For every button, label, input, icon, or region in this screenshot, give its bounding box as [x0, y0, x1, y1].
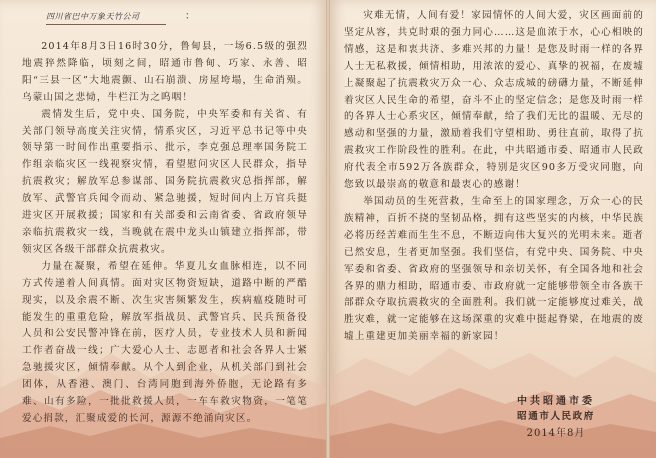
salutation-colon: ： [185, 11, 195, 22]
right-page [330, 0, 656, 458]
signature-org-government: 昭通市人民政府 [517, 411, 595, 422]
signature-org-party-committee: 中共昭通市委 [517, 396, 595, 407]
handwritten-recipient: 四川省巴中万象天竹公司 [46, 10, 166, 25]
paragraph: 力量在凝聚，希望在延伸。华夏儿女血脉相连，以不同方式传递着人间真情。面对灾区物资短缺，道路中断的严酷现实，以及余震不断、次生灾害频繁发生，疾病瘟疫随时可能发生的重重危险，解放军指战员、武警官兵、民兵预备役人员和公安民警冲锋在前，医疗人员，专业技术人员和新闻工作者奋战一线；广大爱心人士、志愿者和社会各界人士紧急驰援灾区，倾情奉献。从个人到企业，从机关部门到社会团体，从香港、澳门、台湾同胞到海外侨胞，无论路有多难、山有多险，一批批救援人员，一车车救灾物资，一笔笔爱心捐款，汇聚成爱的长河，源源不绝涌向灾区。 [22, 260, 308, 424]
paragraph: 灾难无情，人间有爱！家园情怀的人间大爱，灾区画面前的坚定从容，共克时艰的强力同心……这是血浓于水，心心相映的情感，这是和衷共济、多难兴邦的力量！是您及时雨一样的各界人士无私救援，倾情相助，用浓浓的爱心、真挚的祝福，在废墟上凝聚起了抗震救灾万众一心、众志成城的磅礴力量，不断延伸着灾区人民生命的希望，奋斗不止的坚定信念；是您及时雨一样的各界人士心系灾区，倾情奉献，给了我们无比的温暖、无尽的感动和坚强的力量，激励着我们守望相助、勇往直前，取得了抗震救灾工作阶段性的胜利。在此，中共昭通市委、昭通市人民政府代表全市592万各族群众，特别是灾区90多万受灾同胞，向您致以最崇高的敬意和最衷心的感谢！ [344, 10, 644, 191]
left-page [0, 0, 326, 458]
paragraph: 震情发生后，党中央、国务院，中央军委和有关省、有关部门领导高度关注灾情，情系灾区，习近平总书记等中央领导第一时间作出重要指示、批示，李克强总理率国务院工作组亲临灾区一线视察灾情，看望慰问灾区人民群众，指导抗震救灾；解放军总参谋部、国务院抗震救灾总指挥部，解放军、武警官兵闻令而动、紧急驰援，短时间内上万官兵挺进灾区开展救援；国家和有关部委和云南省委、省政府领导亲临抗震救灾一线，当晚就在震中龙头山镇建立指挥部，带领灾区各级干部群众抗震救灾。 [22, 108, 308, 255]
paragraph: 2014年8月3日16时30分，鲁甸县，一场6.5级的强烈地震猝然降临，顷刻之间，昭通市鲁甸、巧家、永善、昭阳“三县一区”大地震颤、山石崩溃、房屋垮塌，生命消殒。乌蒙山国之悲恸，牛栏江为之呜咽！ [22, 41, 308, 103]
paragraph: 举国动员的生死营救，生命至上的国家理念，万众一心的民族精神，百折不挠的坚韧品格，拥有这些坚实的内核，中华民族必将历经苦难而生生不息，不断迈向伟大复兴的光明未来。逝者已然安息，生者更加坚强。我们坚信，有党中央、国务院、中央军委和省委、省政府的坚强领导和亲切关怀，有全国各地和社会各界的鼎力相助，昭通市委、市政府就一定能够带领全市各族干部群众夺取抗震救灾的全面胜利。我们就一定能够度过难关，战胜灾难，就一定能够在这场深重的灾难中挺起脊梁，在地震的废墟上重建更加美丽幸福的新家园！ [344, 195, 644, 343]
signature-date: 2014年8月 [526, 428, 586, 439]
left-body-text [22, 39, 308, 428]
right-body-text [344, 8, 644, 346]
